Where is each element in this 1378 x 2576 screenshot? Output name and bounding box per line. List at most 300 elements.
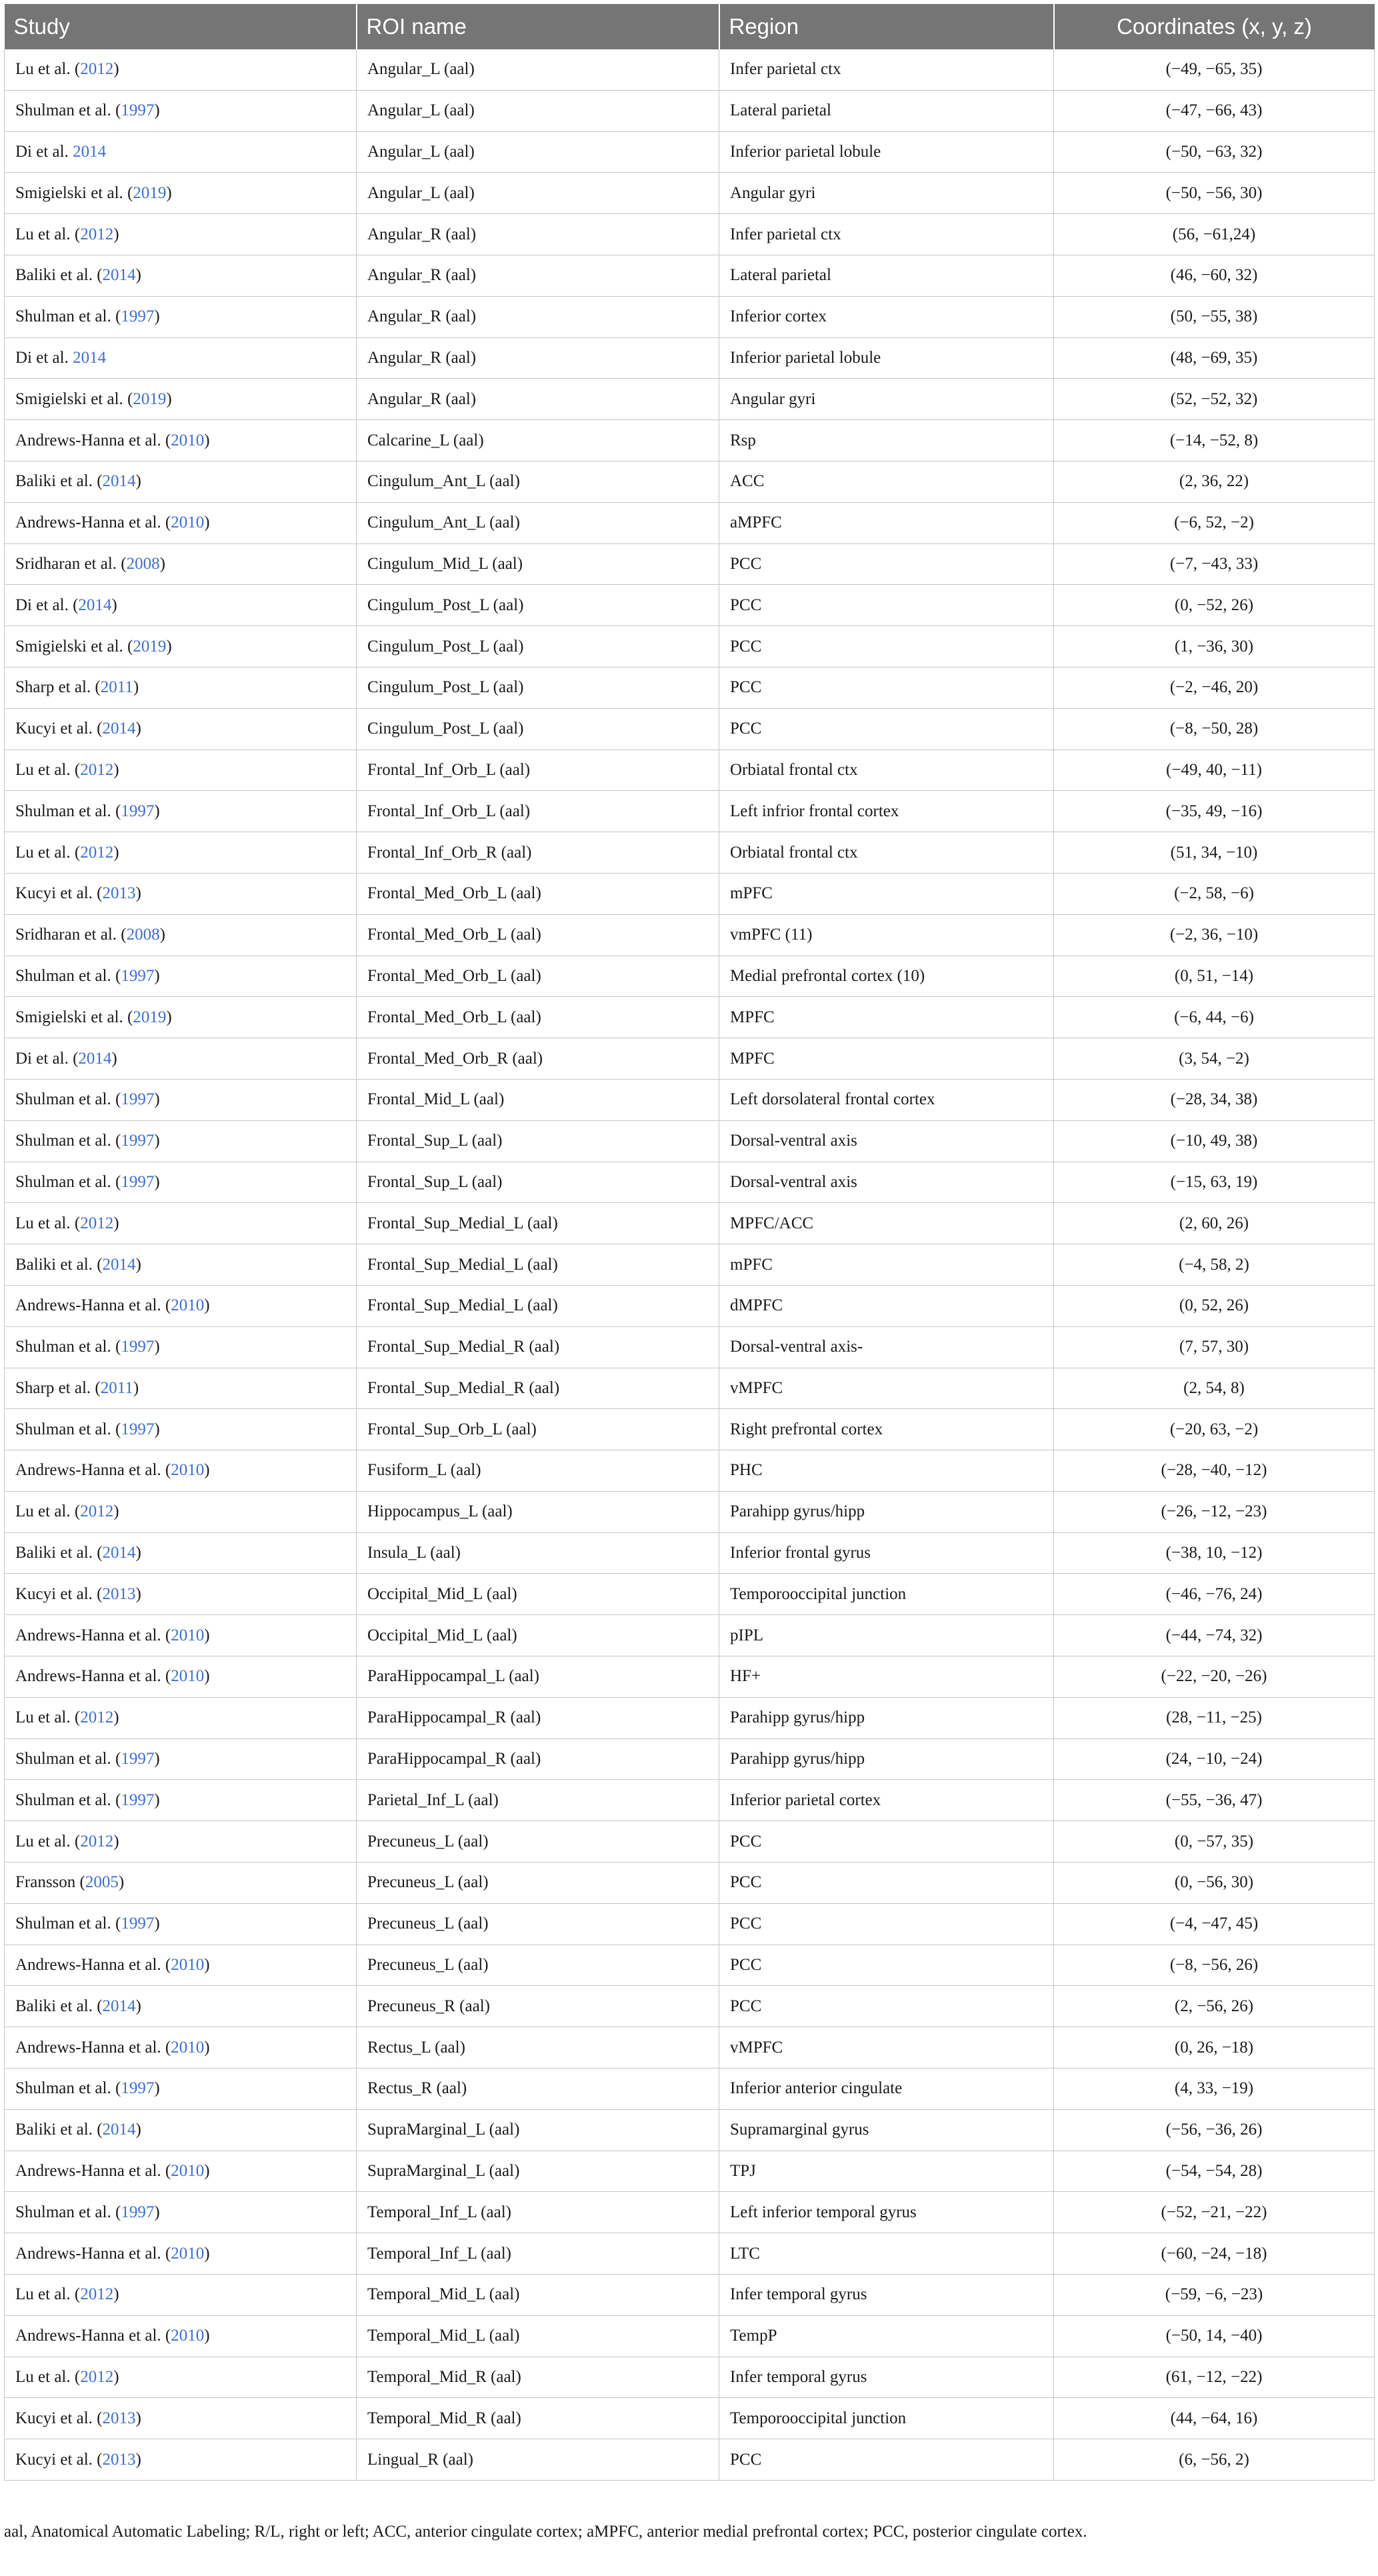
table-row <box>5 2315 1375 2357</box>
table-row <box>5 255 1375 296</box>
cell-region: pIPL <box>719 1615 1054 1656</box>
cell-roi-name: Frontal_Inf_Orb_L (aal) <box>357 750 719 791</box>
cell-region: Dorsal-ventral axis <box>719 1162 1054 1203</box>
cell-roi-name: Temporal_Mid_R (aal) <box>357 2398 719 2439</box>
cell-study <box>5 1120 357 1162</box>
table-row <box>5 791 1375 832</box>
study-close-paren: ) <box>133 1378 139 1397</box>
cell-roi-name: Precuneus_R (aal) <box>357 1986 719 2027</box>
cell-roi-name: Frontal_Sup_Medial_L (aal) <box>357 1203 719 1244</box>
study-year-link[interactable]: 2012 <box>80 843 114 862</box>
cell-coordinates: (−20, 63, −2) <box>1054 1409 1375 1450</box>
study-author: Shulman et al. ( <box>15 966 121 985</box>
study-author: Shulman et al. ( <box>15 2079 121 2098</box>
table-row <box>5 131 1375 173</box>
study-author: Di et al. <box>15 348 73 367</box>
cell-region: Parahipp gyrus/hipp <box>719 1697 1054 1738</box>
cell-region: Temporooccipital junction <box>719 2398 1054 2439</box>
study-close-paren: ) <box>154 1090 160 1109</box>
study-close-paren: ) <box>135 1255 141 1274</box>
cell-region: HF+ <box>719 1656 1054 1698</box>
header-roi-name: ROI name <box>357 4 719 49</box>
cell-coordinates: (−47, −66, 43) <box>1054 90 1375 131</box>
cell-study <box>5 791 357 832</box>
table-row <box>5 214 1375 255</box>
table-row <box>5 873 1375 914</box>
study-close-paren: ) <box>204 431 210 449</box>
study-year-link[interactable]: 2014 <box>102 1255 136 1274</box>
cell-roi-name: Cingulum_Mid_L (aal) <box>357 543 719 585</box>
cell-coordinates: (0, −57, 35) <box>1054 1821 1375 1862</box>
table-row <box>5 1450 1375 1492</box>
study-year-link[interactable]: 2019 <box>133 183 167 202</box>
cell-region: mPFC <box>719 873 1054 914</box>
cell-coordinates: (56, −61,24) <box>1054 214 1375 255</box>
study-close-paren: ) <box>154 2203 160 2221</box>
cell-coordinates: (−28, 34, 38) <box>1054 1079 1375 1120</box>
table-row <box>5 1491 1375 1532</box>
table-row <box>5 1903 1375 1945</box>
cell-region: PCC <box>719 543 1054 585</box>
cell-coordinates: (−50, −56, 30) <box>1054 173 1375 214</box>
cell-study <box>5 2315 357 2357</box>
cell-coordinates: (−10, 49, 38) <box>1054 1120 1375 1162</box>
study-year-link[interactable]: 2010 <box>171 1461 205 1480</box>
cell-coordinates: (−49, −65, 35) <box>1054 49 1375 90</box>
study-year-link[interactable]: 2012 <box>80 1214 114 1232</box>
study-year-link[interactable]: 2012 <box>80 1502 114 1521</box>
cell-region: aMPFC <box>719 502 1054 543</box>
cell-roi-name: Frontal_Med_Orb_L (aal) <box>357 956 719 997</box>
cell-roi-name: Cingulum_Ant_L (aal) <box>357 461 719 502</box>
study-close-paren: ) <box>166 389 172 408</box>
cell-roi-name: Calcarine_L (aal) <box>357 420 719 461</box>
study-year-link[interactable]: 2010 <box>171 2244 205 2263</box>
study-author: Lu et al. ( <box>15 843 81 862</box>
study-close-paren: ) <box>204 2162 210 2181</box>
study-year-link[interactable]: 2012 <box>80 2368 114 2387</box>
study-year-link[interactable]: 2010 <box>171 513 205 532</box>
study-author: Shulman et al. ( <box>15 307 121 326</box>
cell-region: PCC <box>719 1862 1054 1904</box>
study-close-paren: ) <box>135 2121 141 2139</box>
cell-coordinates: (4, 33, −19) <box>1054 2069 1375 2110</box>
cell-roi-name: Angular_L (aal) <box>357 49 719 90</box>
table-row <box>5 1821 1375 1862</box>
cell-region: Supramarginal gyrus <box>719 2109 1054 2151</box>
study-close-paren: ) <box>135 2450 141 2469</box>
cell-coordinates: (0, −56, 30) <box>1054 1862 1375 1904</box>
cell-region: Medial prefrontal cortex (10) <box>719 956 1054 997</box>
table-row <box>5 379 1375 420</box>
study-year-link[interactable]: 2014 <box>78 1049 112 1068</box>
cell-coordinates: (−35, 49, −16) <box>1054 791 1375 832</box>
cell-study <box>5 2398 357 2439</box>
cell-roi-name: Angular_L (aal) <box>357 131 719 173</box>
cell-coordinates: (0, 26, −18) <box>1054 2027 1375 2069</box>
cell-roi-name: Temporal_Mid_L (aal) <box>357 2315 719 2357</box>
table-row <box>5 2275 1375 2316</box>
study-close-paren: ) <box>154 101 160 120</box>
study-year-link[interactable]: 2013 <box>102 2409 136 2427</box>
cell-study <box>5 1285 357 1326</box>
study-author: Andrews-Hanna et al. ( <box>15 513 171 532</box>
study-year-link[interactable]: 1997 <box>121 1132 155 1150</box>
table-row <box>5 750 1375 791</box>
cell-roi-name: Angular_R (aal) <box>357 214 719 255</box>
study-close-paren: ) <box>204 1296 210 1315</box>
cell-coordinates: (48, −69, 35) <box>1054 337 1375 379</box>
table-row <box>5 420 1375 461</box>
study-close-paren: ) <box>154 1338 160 1356</box>
study-author: Di et al. ( <box>15 595 79 614</box>
study-year-link[interactable]: 2012 <box>80 225 114 243</box>
cell-roi-name: ParaHippocampal_L (aal) <box>357 1656 719 1698</box>
study-close-paren: ) <box>204 2038 210 2057</box>
cell-region: PCC <box>719 1945 1054 1986</box>
study-year-link[interactable]: 2012 <box>80 60 114 79</box>
cell-region: Infer temporal gyrus <box>719 2275 1054 2316</box>
cell-roi-name: Temporal_Inf_L (aal) <box>357 2233 719 2275</box>
study-author: Lu et al. ( <box>15 760 81 779</box>
cell-study <box>5 708 357 750</box>
table-row <box>5 832 1375 874</box>
cell-roi-name: Temporal_Mid_L (aal) <box>357 2275 719 2316</box>
cell-roi-name: Rectus_R (aal) <box>357 2069 719 2110</box>
cell-coordinates: (−8, −50, 28) <box>1054 708 1375 750</box>
cell-region: Angular gyri <box>719 173 1054 214</box>
study-author: Shulman et al. ( <box>15 1132 121 1150</box>
cell-study <box>5 543 357 585</box>
cell-coordinates: (−6, 52, −2) <box>1054 502 1375 543</box>
cell-roi-name: Frontal_Mid_L (aal) <box>357 1079 719 1120</box>
study-author: Kucyi et al. ( <box>15 2450 103 2469</box>
cell-roi-name: Cingulum_Ant_L (aal) <box>357 502 719 543</box>
study-close-paren: ) <box>113 2368 119 2387</box>
study-author: Smigielski et al. ( <box>15 183 133 202</box>
study-author: Smigielski et al. ( <box>15 637 133 656</box>
study-year-link[interactable]: 2012 <box>80 1708 114 1727</box>
cell-region: Parahipp gyrus/hipp <box>719 1738 1054 1780</box>
cell-study <box>5 1656 357 1698</box>
study-author: Andrews-Hanna et al. ( <box>15 1956 171 1975</box>
study-author: Lu et al. ( <box>15 1502 81 1521</box>
table-row <box>5 1862 1375 1904</box>
header-row <box>5 4 1375 49</box>
study-author: Andrews-Hanna et al. ( <box>15 1626 171 1644</box>
cell-study <box>5 997 357 1038</box>
cell-study <box>5 1615 357 1656</box>
table-row <box>5 708 1375 750</box>
cell-study <box>5 914 357 956</box>
table-row <box>5 1120 1375 1162</box>
study-year-link[interactable]: 2019 <box>133 1008 167 1026</box>
table-row <box>5 997 1375 1038</box>
table-row <box>5 2027 1375 2069</box>
cell-study <box>5 585 357 626</box>
cell-region: Infer parietal ctx <box>719 49 1054 90</box>
study-close-paren: ) <box>154 966 160 985</box>
table-row <box>5 1738 1375 1780</box>
cell-study <box>5 2109 357 2151</box>
study-close-paren: ) <box>113 225 119 243</box>
cell-study <box>5 1203 357 1244</box>
cell-roi-name: Frontal_Sup_Medial_L (aal) <box>357 1285 719 1326</box>
table-row <box>5 1532 1375 1574</box>
cell-coordinates: (−7, −43, 33) <box>1054 543 1375 585</box>
study-author: Baliki et al. ( <box>15 1997 103 2015</box>
study-close-paren: ) <box>133 678 139 697</box>
cell-coordinates: (−59, −6, −23) <box>1054 2275 1375 2316</box>
study-close-paren: ) <box>135 1997 141 2015</box>
study-year-link[interactable]: 1997 <box>121 1338 155 1356</box>
roi-table <box>4 4 1375 2481</box>
cell-coordinates: (−2, 58, −6) <box>1054 873 1375 914</box>
study-year-link[interactable]: 2010 <box>171 2162 205 2181</box>
study-author: Di et al. ( <box>15 1049 79 1068</box>
study-year-link[interactable]: 2012 <box>80 2285 114 2304</box>
cell-study <box>5 2357 357 2398</box>
study-author: Kucyi et al. ( <box>15 720 103 738</box>
study-year-link[interactable]: 2010 <box>171 1296 205 1315</box>
study-author: Shulman et al. ( <box>15 1338 121 1356</box>
table-row <box>5 1574 1375 1615</box>
study-close-paren: ) <box>135 472 141 491</box>
cell-region: mPFC <box>719 1244 1054 1286</box>
cell-study <box>5 1574 357 1615</box>
study-year-link[interactable]: 2010 <box>171 2327 205 2345</box>
study-year-link[interactable]: 2012 <box>80 760 114 779</box>
cell-roi-name: Fusiform_L (aal) <box>357 1450 719 1492</box>
cell-study <box>5 337 357 379</box>
cell-region: Inferior cortex <box>719 296 1054 337</box>
study-year-link[interactable]: 1997 <box>121 966 155 985</box>
study-year-link[interactable]: 1997 <box>121 1750 155 1768</box>
cell-coordinates: (−46, −76, 24) <box>1054 1574 1375 1615</box>
cell-study <box>5 1450 357 1492</box>
cell-roi-name: Angular_L (aal) <box>357 173 719 214</box>
cell-study <box>5 1079 357 1120</box>
study-close-paren: ) <box>135 1544 141 1562</box>
cell-study <box>5 1409 357 1450</box>
cell-roi-name: Angular_L (aal) <box>357 90 719 131</box>
study-year-link[interactable]: 2014 <box>78 595 112 614</box>
cell-region: PCC <box>719 1986 1054 2027</box>
header-region: Region <box>719 4 1054 49</box>
study-year-link[interactable]: 2014 <box>102 1544 136 1562</box>
study-year-link[interactable]: 2008 <box>126 554 160 573</box>
table-row <box>5 296 1375 337</box>
cell-roi-name: ParaHippocampal_R (aal) <box>357 1738 719 1780</box>
table-footnote: aal, Anatomical Automatic Labeling; R/L, right or left; ACC, anterior cingulate cortex; aMPFC, anterior medial prefrontal cortex; PCC, posterior cingulate cortex. <box>4 2523 1087 2541</box>
cell-coordinates: (52, −52, 32) <box>1054 379 1375 420</box>
study-close-paren: ) <box>154 1420 160 1438</box>
cell-coordinates: (50, −55, 38) <box>1054 296 1375 337</box>
table-row <box>5 90 1375 131</box>
cell-roi-name: Precuneus_L (aal) <box>357 1821 719 1862</box>
cell-study <box>5 420 357 461</box>
study-year-link[interactable]: 1997 <box>121 2079 155 2098</box>
study-year-link[interactable]: 2014 <box>102 266 136 285</box>
study-close-paren: ) <box>135 1584 141 1603</box>
study-year-link[interactable]: 1997 <box>121 1090 155 1109</box>
cell-coordinates: (6, −56, 2) <box>1054 2439 1375 2481</box>
study-year-link[interactable]: 2010 <box>171 1667 205 1686</box>
study-year-link[interactable]: 2013 <box>102 884 136 903</box>
cell-roi-name: Parietal_Inf_L (aal) <box>357 1780 719 1821</box>
cell-region: PCC <box>719 2439 1054 2481</box>
study-author: Shulman et al. ( <box>15 1750 121 1768</box>
study-author: Fransson ( <box>15 1873 85 1892</box>
cell-coordinates: (0, −52, 26) <box>1054 585 1375 626</box>
study-year-link[interactable]: 2012 <box>80 1832 114 1850</box>
cell-region: Inferior parietal lobule <box>719 337 1054 379</box>
study-year-link[interactable]: 2010 <box>171 431 205 449</box>
cell-coordinates: (−2, 36, −10) <box>1054 914 1375 956</box>
study-close-paren: ) <box>166 183 172 202</box>
cell-coordinates: (−44, −74, 32) <box>1054 1615 1375 1656</box>
cell-roi-name: Angular_R (aal) <box>357 379 719 420</box>
study-year-link[interactable]: 2011 <box>100 678 133 697</box>
study-year-link[interactable]: 2010 <box>171 1626 205 1644</box>
table-row <box>5 1038 1375 1080</box>
cell-roi-name: Precuneus_L (aal) <box>357 1945 719 1986</box>
table-row <box>5 1409 1375 1450</box>
study-year-link[interactable]: 2014 <box>102 472 136 491</box>
cell-coordinates: (44, −64, 16) <box>1054 2398 1375 2439</box>
cell-roi-name: Temporal_Inf_L (aal) <box>357 2192 719 2233</box>
study-author: Baliki et al. ( <box>15 1544 103 1562</box>
study-author: Andrews-Hanna et al. ( <box>15 2162 171 2181</box>
cell-region: Left dorsolateral frontal cortex <box>719 1079 1054 1120</box>
cell-study <box>5 255 357 296</box>
study-year-link[interactable]: 2008 <box>126 926 160 944</box>
study-year-link[interactable]: 2010 <box>171 2038 205 2057</box>
study-author: Andrews-Hanna et al. ( <box>15 2244 171 2263</box>
cell-study <box>5 2233 357 2275</box>
study-close-paren: ) <box>154 1132 160 1150</box>
study-author: Shulman et al. ( <box>15 1090 121 1109</box>
study-close-paren: ) <box>159 926 165 944</box>
cell-study <box>5 1821 357 1862</box>
study-author: Baliki et al. ( <box>15 2121 103 2139</box>
header-study: Study <box>5 4 357 49</box>
table-row <box>5 461 1375 502</box>
study-year-link[interactable]: 2014 <box>102 2121 136 2139</box>
study-year-link[interactable]: 1997 <box>121 2203 155 2221</box>
study-year-link[interactable]: 2019 <box>133 389 167 408</box>
cell-roi-name: Angular_R (aal) <box>357 255 719 296</box>
cell-study <box>5 2069 357 2110</box>
cell-study <box>5 626 357 668</box>
study-author: Baliki et al. ( <box>15 1255 103 1274</box>
study-close-paren: ) <box>118 1873 125 1892</box>
study-author: Shulman et al. ( <box>15 802 121 820</box>
study-year-link[interactable]: 1997 <box>121 1914 155 1933</box>
table-row <box>5 1285 1375 1326</box>
table-row <box>5 626 1375 668</box>
study-year-link[interactable]: 2014 <box>73 142 107 161</box>
study-year-link[interactable]: 2013 <box>102 2450 136 2469</box>
table-row <box>5 1079 1375 1120</box>
cell-region: vMPFC <box>719 1368 1054 1409</box>
study-year-link[interactable]: 1997 <box>121 101 155 120</box>
cell-region: Parahipp gyrus/hipp <box>719 1491 1054 1532</box>
cell-roi-name: Frontal_Med_Orb_R (aal) <box>357 1038 719 1080</box>
cell-study <box>5 379 357 420</box>
table-row <box>5 1780 1375 1821</box>
study-close-paren: ) <box>113 760 119 779</box>
study-close-paren: ) <box>135 720 141 738</box>
table-row <box>5 956 1375 997</box>
study-author: Sridharan et al. ( <box>15 554 127 573</box>
table-row <box>5 337 1375 379</box>
study-year-link[interactable]: 2005 <box>85 1873 119 1892</box>
study-year-link[interactable]: 2013 <box>102 1584 136 1603</box>
study-close-paren: ) <box>154 307 160 326</box>
cell-study <box>5 1780 357 1821</box>
cell-roi-name: Temporal_Mid_R (aal) <box>357 2357 719 2398</box>
study-close-paren: ) <box>113 1832 119 1850</box>
study-year-link[interactable]: 1997 <box>121 1172 155 1191</box>
study-close-paren: ) <box>204 1956 210 1975</box>
study-author: Shulman et al. ( <box>15 1172 121 1191</box>
study-year-link[interactable]: 2011 <box>100 1378 133 1397</box>
cell-study <box>5 1862 357 1904</box>
study-author: Shulman et al. ( <box>15 101 121 120</box>
cell-roi-name: ParaHippocampal_R (aal) <box>357 1697 719 1738</box>
study-year-link[interactable]: 2019 <box>133 637 167 656</box>
study-author: Andrews-Hanna et al. ( <box>15 431 171 449</box>
cell-coordinates: (−22, −20, −26) <box>1054 1656 1375 1698</box>
cell-roi-name: Frontal_Med_Orb_L (aal) <box>357 873 719 914</box>
cell-roi-name: Frontal_Inf_Orb_L (aal) <box>357 791 719 832</box>
study-close-paren: ) <box>113 1708 119 1727</box>
cell-region: MPFC <box>719 997 1054 1038</box>
cell-study <box>5 1532 357 1574</box>
cell-coordinates: (−2, −46, 20) <box>1054 667 1375 708</box>
study-year-link[interactable]: 2014 <box>102 720 136 738</box>
study-year-link[interactable]: 2014 <box>73 348 107 367</box>
cell-coordinates: (−4, 58, 2) <box>1054 1244 1375 1286</box>
study-author: Kucyi et al. ( <box>15 884 103 903</box>
study-year-link[interactable]: 2010 <box>171 1956 205 1975</box>
table-row <box>5 1945 1375 1986</box>
study-year-link[interactable]: 2014 <box>102 1997 136 2015</box>
cell-region: MPFC <box>719 1038 1054 1080</box>
study-close-paren: ) <box>135 266 141 285</box>
cell-coordinates: (−60, −24, −18) <box>1054 2233 1375 2275</box>
study-author: Baliki et al. ( <box>15 472 103 491</box>
study-year-link[interactable]: 1997 <box>121 1790 155 1809</box>
study-year-link[interactable]: 1997 <box>121 1420 155 1438</box>
cell-region: Orbiatal frontal ctx <box>719 832 1054 874</box>
table-row <box>5 2233 1375 2275</box>
cell-study <box>5 461 357 502</box>
cell-coordinates: (−6, 44, −6) <box>1054 997 1375 1038</box>
cell-region: Inferior anterior cingulate <box>719 2069 1054 2110</box>
study-year-link[interactable]: 1997 <box>121 802 155 820</box>
cell-coordinates: (−4, −47, 45) <box>1054 1903 1375 1945</box>
study-close-paren: ) <box>204 1667 210 1686</box>
cell-region: Angular gyri <box>719 379 1054 420</box>
study-year-link[interactable]: 1997 <box>121 307 155 326</box>
study-close-paren: ) <box>154 2079 160 2098</box>
cell-coordinates: (2, 60, 26) <box>1054 1203 1375 1244</box>
cell-region: Right prefrontal cortex <box>719 1409 1054 1450</box>
cell-coordinates: (0, 52, 26) <box>1054 1285 1375 1326</box>
study-author: Di et al. <box>15 142 73 161</box>
